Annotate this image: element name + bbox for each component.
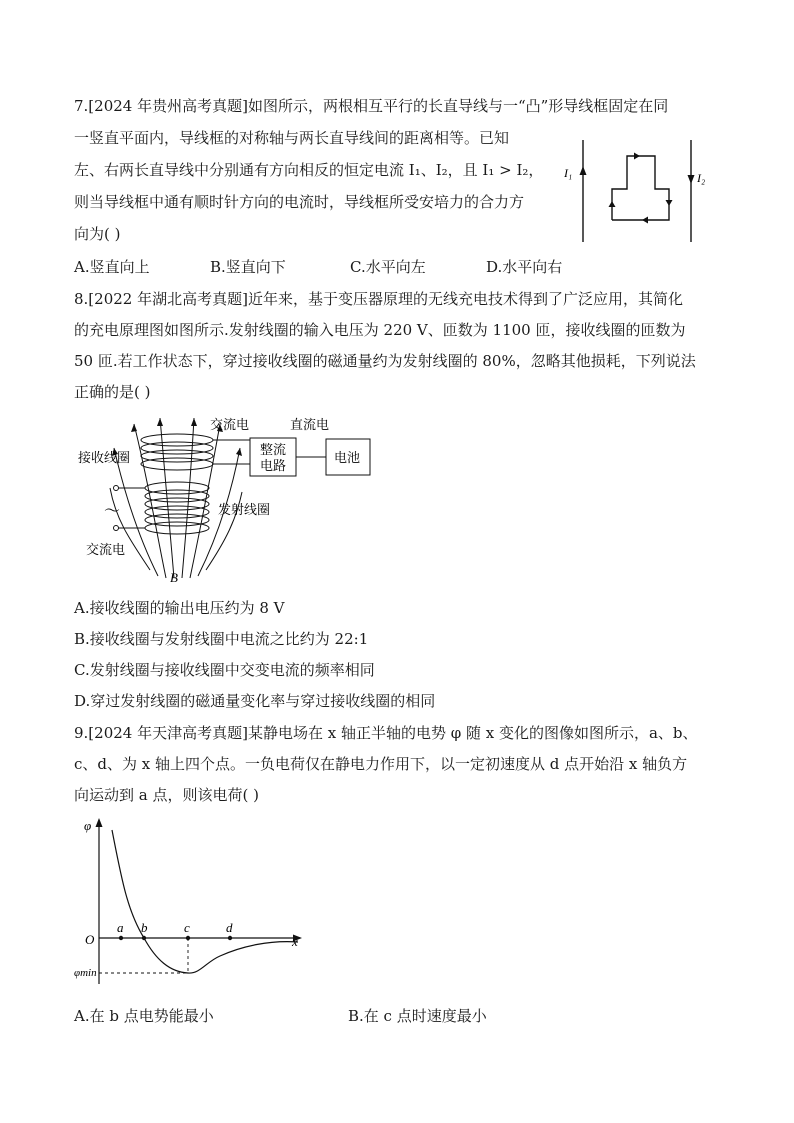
q8-label-receiver: 接收线圈 [78,451,131,466]
q7-label-i1: I₁ [564,166,573,180]
q7-option-b[interactable]: B.竖直向下 [210,258,286,276]
q8-label-battery: 电池 [334,451,361,466]
q8-option-d[interactable]: D.穿过发射线圈的磁通量变化率与穿过接收线圈的相同 [74,692,436,710]
q7-option-d[interactable]: D.水平向右 [486,258,563,276]
q7-wire-frame-figure [558,132,728,250]
q9-stem-line-3: 向运动到 a 点，则该电荷( ) [74,786,259,804]
q7-stem-line-5: 向为( ) [74,225,121,243]
q9-point-a: a [117,920,124,935]
q8-label-dc-top: 直流电 [290,418,330,433]
q9-option-b[interactable]: B.在 c 点时速度最小 [348,1007,487,1025]
q7-label-i2: I₂ [697,171,706,185]
q8-option-a[interactable]: A.接收线圈的输出电压约为 8 V [74,599,285,617]
q8-option-c[interactable]: C.发射线圈与接收线圈中交变电流的频率相同 [74,661,375,679]
q9-point-b: b [141,920,148,935]
q9-label-origin: O [85,932,95,947]
q9-potential-graph [70,812,310,990]
q8-option-b[interactable]: B.接收线圈与发射线圈中电流之比约为 22:1 [74,630,369,648]
q9-point-d: d [226,920,233,935]
q7-stem-line-2: 一竖直平面内，导线框的对称轴与两长直导线间的距离相等。已知 [74,129,510,147]
q8-stem-line-1: 8.[2022 年湖北高考真题]近年来，基于变压器原理的无线充电技术得到了广泛应用，其简化 [74,290,683,308]
q8-label-ac-top: 交流电 [210,418,250,433]
q8-label-transmitter: 发射线圈 [218,503,271,518]
q9-option-a[interactable]: A.在 b 点电势能最小 [74,1007,214,1025]
q8-label-tilde: ～ [104,501,121,520]
q7-stem-line-4: 则当导线框中通有顺时针方向的电流时，导线框所受安培力的合力方 [74,193,525,211]
q8-label-rectifier-2: 电路 [260,459,287,474]
q7-stem-line-1: 7.[2024 年贵州高考真题]如图所示，两根相互平行的长直导线与一“凸”形导线框固定在同 [74,97,669,115]
q9-label-x: x [292,934,298,949]
q7-option-c[interactable]: C.水平向左 [350,258,426,276]
q8-label-b: B [170,570,178,585]
q9-label-phi-min: φmin [74,967,97,979]
q8-label-rectifier-1: 整流 [260,443,287,458]
q7-option-a[interactable]: A.竖直向上 [74,258,150,276]
q9-point-c: c [184,920,190,935]
q7-stem-line-3: 左、右两长直导线中分别通有方向相反的恒定电流 I₁、I₂，且 I₁ > I₂， [74,161,544,179]
q9-label-phi: φ [84,818,92,833]
q9-stem-line-1: 9.[2024 年天津高考真题]某静电场在 x 轴正半轴的电势 φ 随 x 变化的图像如图所示，a、b、 [74,724,698,742]
q8-stem-line-3: 50 匝.若工作状态下，穿过接收线圈的磁通量约为发射线圈的 80%，忽略其他损耗，下列说法 [74,352,696,370]
q8-wireless-charging-figure [70,410,390,590]
q8-stem-line-4: 正确的是( ) [74,383,151,401]
q9-stem-line-2: c、d、为 x 轴上四个点。一负电荷仅在静电力作用下，以一定初速度从 d 点开始沿 x 轴负方 [74,755,688,773]
q8-label-ac-bottom: 交流电 [86,543,126,558]
q8-stem-line-2: 的充电原理图如图所示.发射线圈的输入电压为 220 V、匝数为 1100 匝，接收线圈的匝数为 [74,321,686,339]
